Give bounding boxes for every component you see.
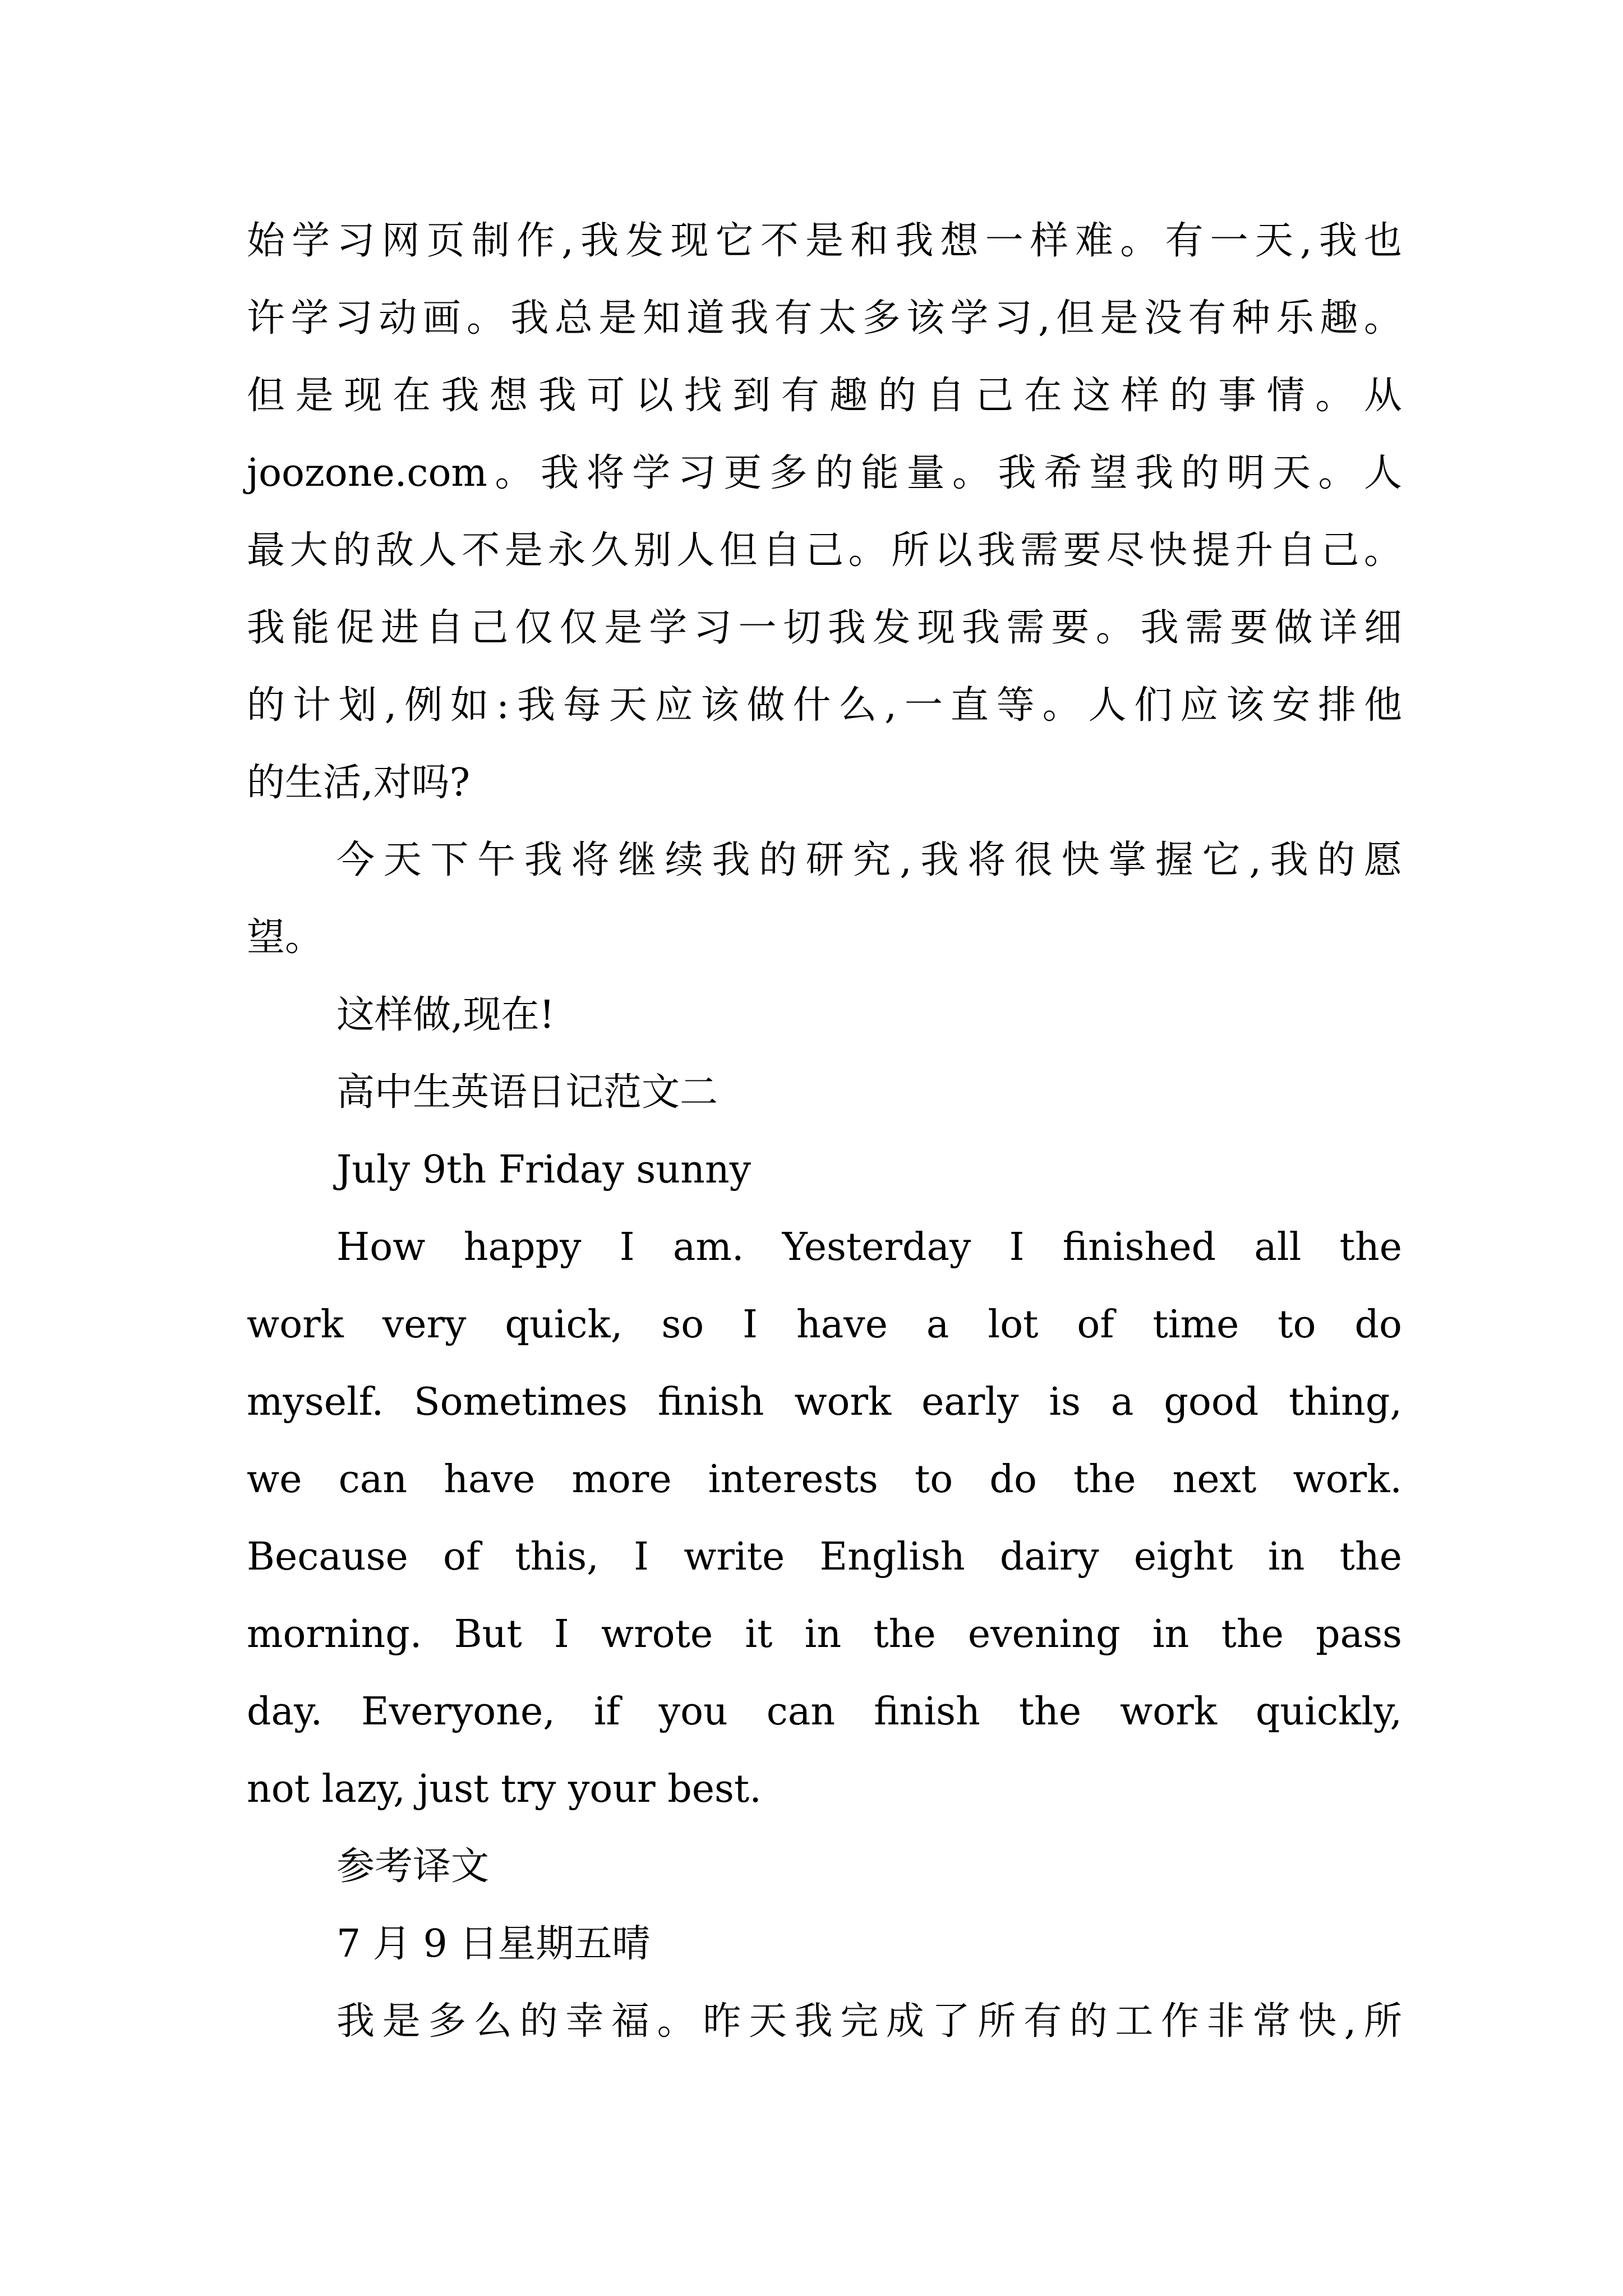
- text-line: Because of this, I write English dairy eight in the: [247, 1535, 1402, 1579]
- text-line: How happy I am. Yesterday I finished all the: [336, 1225, 1402, 1269]
- text-line: 但是现在我想我可以找到有趣的自己在这样的事情。从: [247, 374, 1402, 418]
- text-line: myself. Sometimes finish work early is a good thing,: [247, 1380, 1402, 1424]
- text-line: not lazy, just try your best.: [247, 1767, 762, 1811]
- text-line: 最大的敌人不是永久别人但自己。所以我需要尽快提升自己。: [247, 528, 1402, 573]
- text-line: joozone.com。我将学习更多的能量。我希望我的明天。人: [247, 451, 1402, 495]
- text-line: 的计划,例如:我每天应该做什么,一直等。人们应该安排他: [247, 683, 1402, 728]
- text-line: morning. But I wrote it in the evening in the pass: [247, 1612, 1402, 1657]
- text-line: we can have more interests to do the next work.: [247, 1457, 1402, 1502]
- translation-date-line: 7 月 9 日星期五晴: [336, 1922, 651, 1966]
- translation-heading: 参考译文: [336, 1844, 490, 1889]
- text-line: 这样做,现在!: [336, 993, 555, 1037]
- text-line: 始学习网页制作,我发现它不是和我想一样难。有一天,我也: [247, 219, 1402, 263]
- text-line: 的生活,对吗?: [247, 761, 471, 805]
- text-line: 我是多么的幸福。昨天我完成了所有的工作非常快,所: [336, 1999, 1402, 2044]
- text-line: work very quick, so I have a lot of time to do: [247, 1303, 1402, 1347]
- diary-date-line: July 9th Friday sunny: [336, 1148, 751, 1192]
- text-line: 许学习动画。我总是知道我有太多该学习,但是没有种乐趣。: [247, 296, 1402, 341]
- text-line: 我能促进自己仅仅是学习一切我发现我需要。我需要做详细: [247, 606, 1402, 650]
- text-line: 今天下午我将继续我的研究,我将很快掌握它,我的愿: [336, 838, 1402, 882]
- section-heading: 高中生英语日记范文二: [336, 1070, 718, 1115]
- text-line: 望。: [247, 915, 324, 960]
- text-line: day. Everyone, if you can finish the work quickly,: [247, 1690, 1402, 1734]
